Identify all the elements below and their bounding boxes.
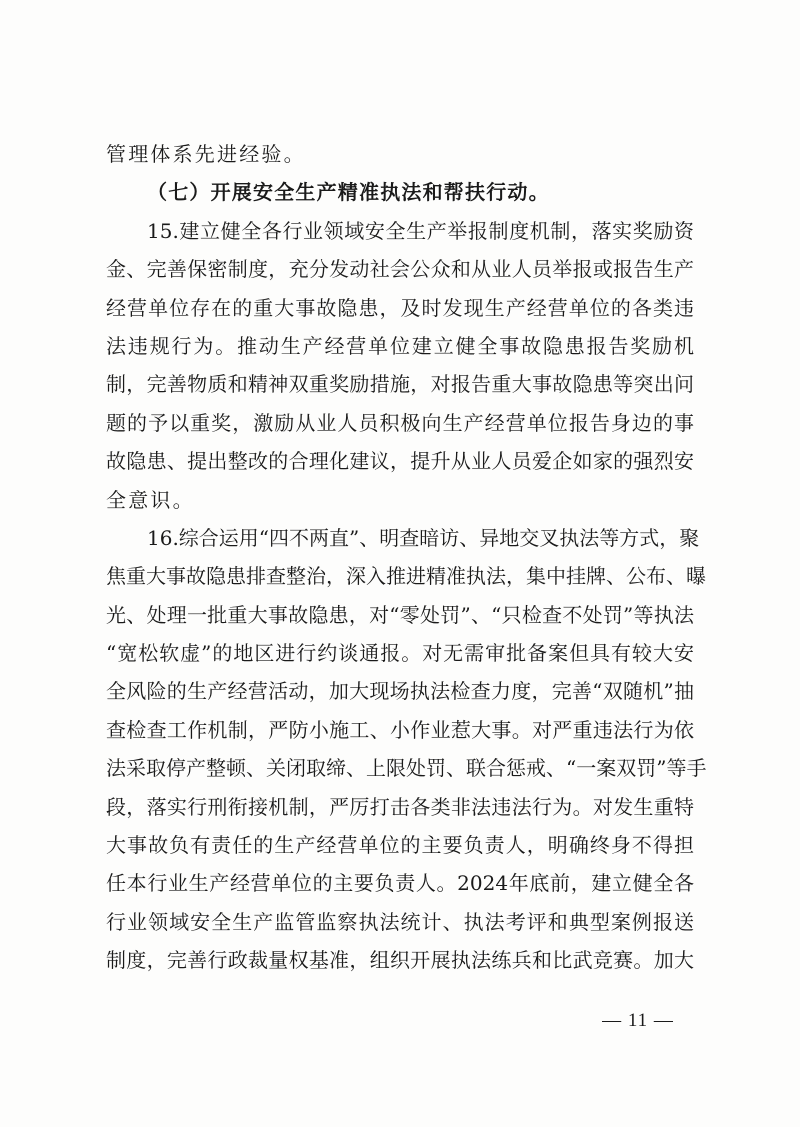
paragraph-line: 故隐患、提出整改的合理化建议，提升从业人员爱企如家的强烈安: [106, 449, 694, 474]
page-number: — 11 —: [602, 1010, 674, 1031]
paragraph-line: 法违规行为。推动生产经营单位建立健全事故隐患报告奖励机: [106, 333, 694, 358]
paragraph-line: 制度，完善行政裁量权基准，组织开展执法练兵和比武竞赛。加大: [106, 948, 694, 973]
paragraph-line: 段，落实行刑衔接机制，严厉打击各类非法违法行为。对发生重特: [106, 794, 694, 819]
paragraph-line: “宽松软虚”的地区进行约谈通报。对无需审批备案但具有较大安: [106, 641, 694, 666]
paragraph-line: 全意识。: [106, 487, 195, 512]
paragraph-line: 焦重大事故隐患排查整治，深入推进精准执法，集中挂牌、公布、曝: [106, 564, 706, 589]
paragraph-line: 法采取停产整顿、关闭取缔、上限处罚、联合惩戒、“一案双罚”等手: [106, 756, 707, 781]
paragraph-line: 查检查工作机制，严防小施工、小作业惹大事。对严重违法行为依: [106, 717, 694, 742]
text-line: 管理体系先进经验。: [106, 142, 306, 166]
paragraph-line: 大事故负有责任的生产经营单位的主要负责人，明确终身不得担: [106, 833, 694, 858]
section-heading: （七）开展安全生产精准执法和帮扶行动。: [147, 180, 550, 205]
paragraph-line: 全风险的生产经营活动，加大现场执法检查力度，完善“双随机”抽: [106, 679, 694, 704]
paragraph-line: 任本行业生产经营单位的主要负责人。2024年底前，建立健全各: [106, 871, 694, 896]
document-body: [106, 135, 707, 980]
paragraph-line: 光、处理一批重大事故隐患，对“零处罚”、“只检查不处罚”等执法: [106, 602, 694, 627]
paragraph-line: 15.建立健全各行业领域安全生产举报制度机制，落实奖励资: [147, 218, 694, 243]
paragraph-line: 16.综合运用“四不两直”、明查暗访、异地交叉执法等方式，聚: [147, 525, 700, 550]
paragraph-line: 经营单位存在的重大事故隐患，及时发现生产经营单位的各类违: [106, 295, 694, 320]
paragraph-line: 金、完善保密制度，充分发动社会公众和从业人员举报或报告生产: [106, 257, 694, 282]
paragraph-line: 制，完善物质和精神双重奖励措施，对报告重大事故隐患等突出问: [106, 372, 694, 397]
paragraph-line: 题的予以重奖，激励从业人员积极向生产经营单位报告身边的事: [106, 410, 694, 435]
paragraph-line: 行业领域安全生产监管监察执法统计、执法考评和典型案例报送: [106, 909, 694, 934]
